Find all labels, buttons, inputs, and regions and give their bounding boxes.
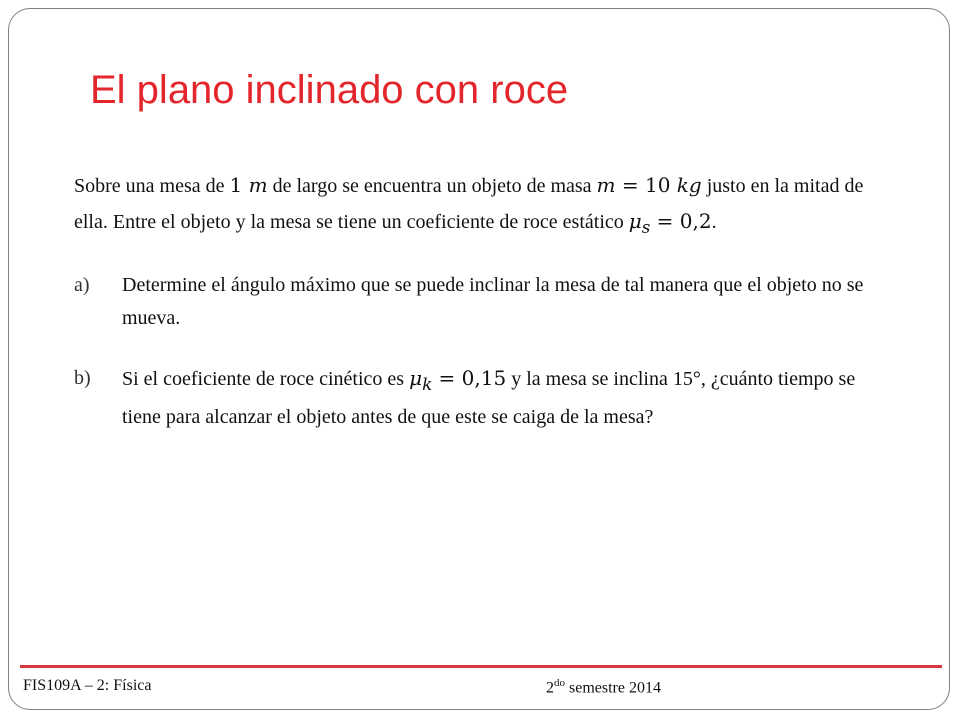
mu-symbol: μ: [409, 366, 423, 390]
semester-text: semestre 2014: [565, 679, 661, 697]
mass-unit: kg: [676, 173, 702, 197]
mass-variable: m: [596, 173, 616, 197]
mu-equals: = 0,15: [432, 366, 507, 390]
question-text: Determine el ángulo máximo que se puede inclinar la mesa de tal manera que el objeto no se mueva.: [122, 274, 864, 329]
semester-ordinal: do: [554, 677, 565, 689]
mass-equals: = 10: [615, 173, 677, 197]
intro-text-2: de largo se encuentra un objeto de masa: [267, 175, 597, 197]
length-value: 1: [229, 173, 249, 197]
slide-content: [74, 168, 894, 461]
length-expression: [230, 173, 268, 197]
question-item: [74, 269, 894, 335]
footer-divider: [20, 665, 942, 668]
mu-symbol: μ: [628, 209, 642, 233]
mass-expression: [597, 173, 702, 197]
mu-subscript: k: [422, 375, 433, 394]
length-unit: m: [248, 173, 268, 197]
intro-text-4: .: [711, 211, 717, 233]
question-marker: b): [74, 367, 91, 389]
question-marker: a): [74, 274, 90, 296]
kinetic-friction-expression: [409, 366, 507, 394]
mu-equals: = 0,2: [650, 209, 712, 233]
mu-subscript: s: [641, 218, 651, 237]
question-text-1: Si el coeficiente de roce cinético es: [122, 368, 410, 390]
question-item: [74, 362, 894, 434]
question-list: [74, 269, 894, 434]
footer-semester: [546, 677, 661, 697]
static-friction-expression: [628, 209, 712, 237]
problem-statement: [74, 168, 894, 245]
intro-text-1: Sobre una mesa de: [74, 175, 230, 197]
footer-course: FIS109A – 2: Física: [23, 677, 152, 694]
intro-text-3: justo en la mitad de ella. Entre el objeto y la mesa se tiene un coeficiente de roce estático: [74, 175, 864, 233]
question-text-2: y la mesa se inclina 15°, ¿cuánto tiempo se tiene para alcanzar el objeto antes de que este se caiga de la mesa?: [122, 368, 856, 428]
semester-number: 2: [546, 679, 554, 697]
slide-title: El plano inclinado con roce: [90, 68, 569, 112]
